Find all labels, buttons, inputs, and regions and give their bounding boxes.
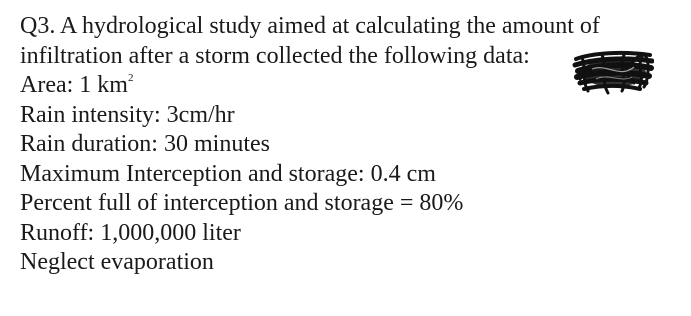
max-interception-line: Maximum Interception and storage: 0.4 cm: [20, 160, 436, 187]
area-exponent: 2: [127, 72, 134, 84]
question-line-1: Q3. A hydrological study aimed at calculating the amount of: [20, 13, 600, 39]
rain-intensity-line: Rain intensity: 3cm/hr: [20, 101, 235, 128]
question-line-2: infiltration after a storm collected the following data:: [20, 42, 530, 69]
area-text: Area: 1 km: [20, 72, 128, 98]
rain-duration-line: Rain duration: 30 minutes: [20, 131, 270, 157]
runoff-line: Runoff: 1,000,000 liter: [20, 219, 241, 246]
evaporation-note-line: Neglect evaporation: [20, 249, 214, 275]
percent-full-line: Percent full of interception and storage = 80%: [20, 190, 464, 216]
redaction-scribble: [572, 49, 654, 97]
